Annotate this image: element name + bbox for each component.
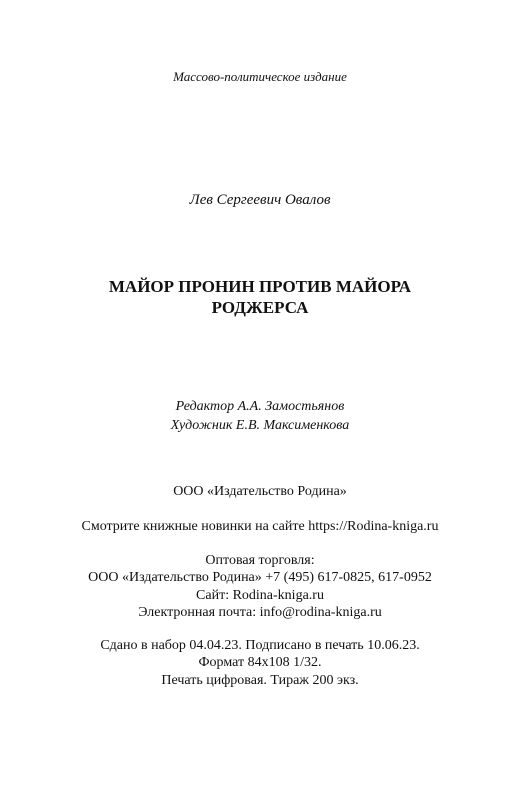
print-format: Формат 84х108 1/32. [198, 655, 322, 670]
book-title-line-1: МАЙОР ПРОНИН ПРОТИВ МАЙОРА [108, 277, 412, 296]
author-name: Лев Сергеевич Овалов [189, 192, 331, 208]
print-dates: Сдано в набор 04.04.23. Подписано в печать 10.06.23. [100, 638, 420, 653]
wholesale-heading: Оптовая торговля: [205, 553, 315, 568]
print-run: Печать цифровая. Тираж 200 экз. [161, 673, 359, 688]
wholesale-website: Сайт: Rodina-kniga.ru [196, 588, 324, 603]
wholesale-email: Электронная почта: info@rodina-kniga.ru [138, 605, 382, 620]
publisher-name: ООО «Издательство Родина» [173, 484, 347, 499]
editor-credit: Редактор А.А. Замостьянов [175, 399, 345, 414]
book-title-line-2: РОДЖЕРСА [211, 298, 309, 317]
new-books-notice: Смотрите книжные новинки на сайте https://Rodina-kniga.ru [81, 519, 439, 534]
wholesale-phones: ООО «Издательство Родина» +7 (495) 617-0825, 617-0952 [88, 570, 432, 585]
artist-credit: Художник Е.В. Максименкова [170, 418, 350, 433]
series-label: Массово-политическое издание [173, 69, 347, 84]
